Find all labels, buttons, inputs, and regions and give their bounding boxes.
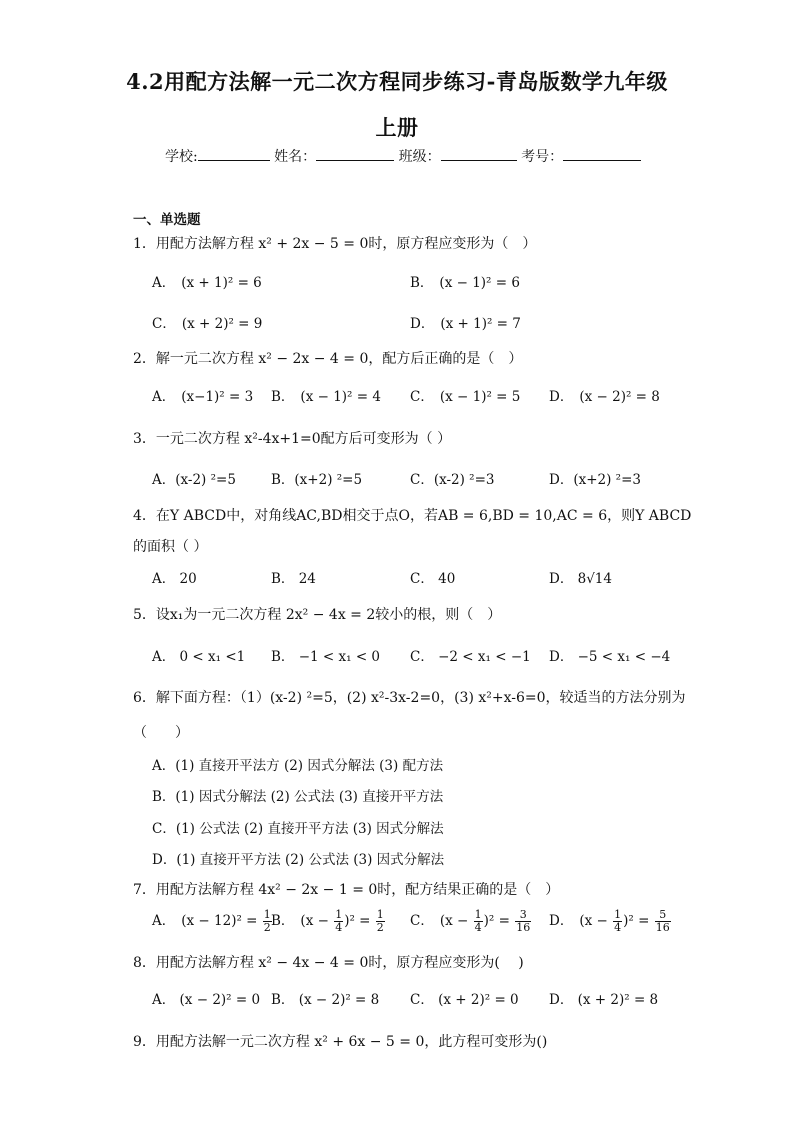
q2-option-b[interactable]: B． (x − 1)² = 4 xyxy=(271,389,381,405)
number-field[interactable] xyxy=(563,146,641,161)
school-field[interactable] xyxy=(198,146,270,161)
question-1: 1．用配方法解方程 x² + 2x − 5 = 0时，原方程应变形为（ ） xyxy=(133,236,537,252)
question-7: 7．用配方法解方程 4x² − 2x − 1 = 0时，配方结果正确的是（ ） xyxy=(133,882,560,898)
q8-option-a[interactable]: A． (x − 2)² = 0 xyxy=(152,992,261,1008)
question-4: 4．在Y ABCD中，对角线AC,BD相交于点O，若AB = 6,BD = 10,AC = 6，则Y ABCD xyxy=(133,508,692,524)
question-6-continued: （ ） xyxy=(133,725,189,741)
q1-option-d[interactable]: D． (x + 1)² = 7 xyxy=(410,316,521,332)
q4-option-d[interactable]: D． 8√14 xyxy=(549,571,612,587)
question-8: 8．用配方法解方程 x² − 4x − 4 = 0时，原方程应变形为( ) xyxy=(133,955,524,971)
q3-option-c[interactable]: C．(x-2) ²=3 xyxy=(410,472,495,488)
question-5: 5．设x₁为一元二次方程 2x² − 4x = 2较小的根，则（ ） xyxy=(133,607,502,623)
q6-option-b[interactable]: B．(1) 因式分解法 (2) 公式法 (3) 直接开平方法 xyxy=(152,789,444,805)
q3-option-d[interactable]: D．(x+2) ²=3 xyxy=(549,472,641,488)
class-label: 班级： xyxy=(398,149,441,165)
name-label: 姓名： xyxy=(274,149,317,165)
q2-option-d[interactable]: D． (x − 2)² = 8 xyxy=(549,389,660,405)
q4-option-a[interactable]: A． 20 xyxy=(152,571,197,587)
q6-option-d[interactable]: D．(1) 直接开平方法 (2) 公式法 (3) 因式分解法 xyxy=(152,852,445,868)
q5-option-d[interactable]: D． −5 < x₁ < −4 xyxy=(549,649,671,665)
q5-option-c[interactable]: C． −2 < x₁ < −1 xyxy=(410,649,531,665)
q7-option-a[interactable]: A． (x − 12)² = $\frac{1}{2}$ xyxy=(152,908,271,934)
q5-option-a[interactable]: A． 0 < x₁ <1 xyxy=(152,649,246,665)
q5-option-b[interactable]: B． −1 < x₁ < 0 xyxy=(271,649,381,665)
q8-option-d[interactable]: D． (x + 2)² = 8 xyxy=(549,992,659,1008)
q8-option-b[interactable]: B． (x − 2)² = 8 xyxy=(271,992,380,1008)
q4-option-b[interactable]: B． 24 xyxy=(271,571,316,587)
page-title-continued: 上册 xyxy=(375,115,419,140)
q1-option-b[interactable]: B． (x − 1)² = 6 xyxy=(410,275,520,291)
question-6: 6．解下面方程：（1）(x-2) ²=5，(2) x²-3x-2=0，(3) x²+x-6=0，较适当的方法分别为 xyxy=(133,690,686,706)
q8-option-c[interactable]: C． (x + 2)² = 0 xyxy=(410,992,519,1008)
section-heading: 一、单选题 xyxy=(133,212,201,228)
q7-option-c[interactable]: C． (x − $\frac{1}{4}$ )² = $\frac{3}{16}$ xyxy=(410,908,531,934)
q3-option-b[interactable]: B．(x+2) ²=5 xyxy=(271,472,363,488)
school-label: 学校: xyxy=(165,149,198,165)
question-9: 9．用配方法解一元二次方程 x² + 6x − 5 = 0，此方程可变形为() xyxy=(133,1034,548,1050)
student-info-line xyxy=(165,146,641,166)
q3-option-a[interactable]: A．(x-2) ²=5 xyxy=(152,472,236,488)
q1-option-a[interactable]: A． (x + 1)² = 6 xyxy=(152,275,262,291)
q7-option-d[interactable]: D． (x − $\frac{1}{4}$ )² = $\frac{5}{16}$ xyxy=(549,908,670,934)
question-3: 3．一元二次方程 x²-4x+1=0配方后可变形为（ ） xyxy=(133,431,452,447)
q4-option-c[interactable]: C． 40 xyxy=(410,571,456,587)
page-title: 4.2用配方法解一元二次方程同步练习-青岛版数学九年级 xyxy=(126,69,668,94)
q2-option-c[interactable]: C． (x − 1)² = 5 xyxy=(410,389,521,405)
question-4-continued: 的面积（ ） xyxy=(133,539,208,555)
q7-option-b[interactable]: B． (x − $\frac{1}{4}$ )² = $\frac{1}{2}$ xyxy=(271,908,384,934)
q1-option-c[interactable]: C． (x + 2)² = 9 xyxy=(152,316,263,332)
class-field[interactable] xyxy=(441,146,517,161)
name-field[interactable] xyxy=(316,146,394,161)
number-label: 考号： xyxy=(521,149,564,165)
q6-option-c[interactable]: C．(1) 公式法 (2) 直接开平方法 (3) 因式分解法 xyxy=(152,821,444,837)
q2-option-a[interactable]: A． (x−1)² = 3 xyxy=(152,389,254,405)
question-2: 2．解一元二次方程 x² − 2x − 4 = 0，配方后正确的是（ ） xyxy=(133,351,523,367)
q6-option-a[interactable]: A．(1) 直接开平法方 (2) 因式分解法 (3) 配方法 xyxy=(152,758,444,774)
